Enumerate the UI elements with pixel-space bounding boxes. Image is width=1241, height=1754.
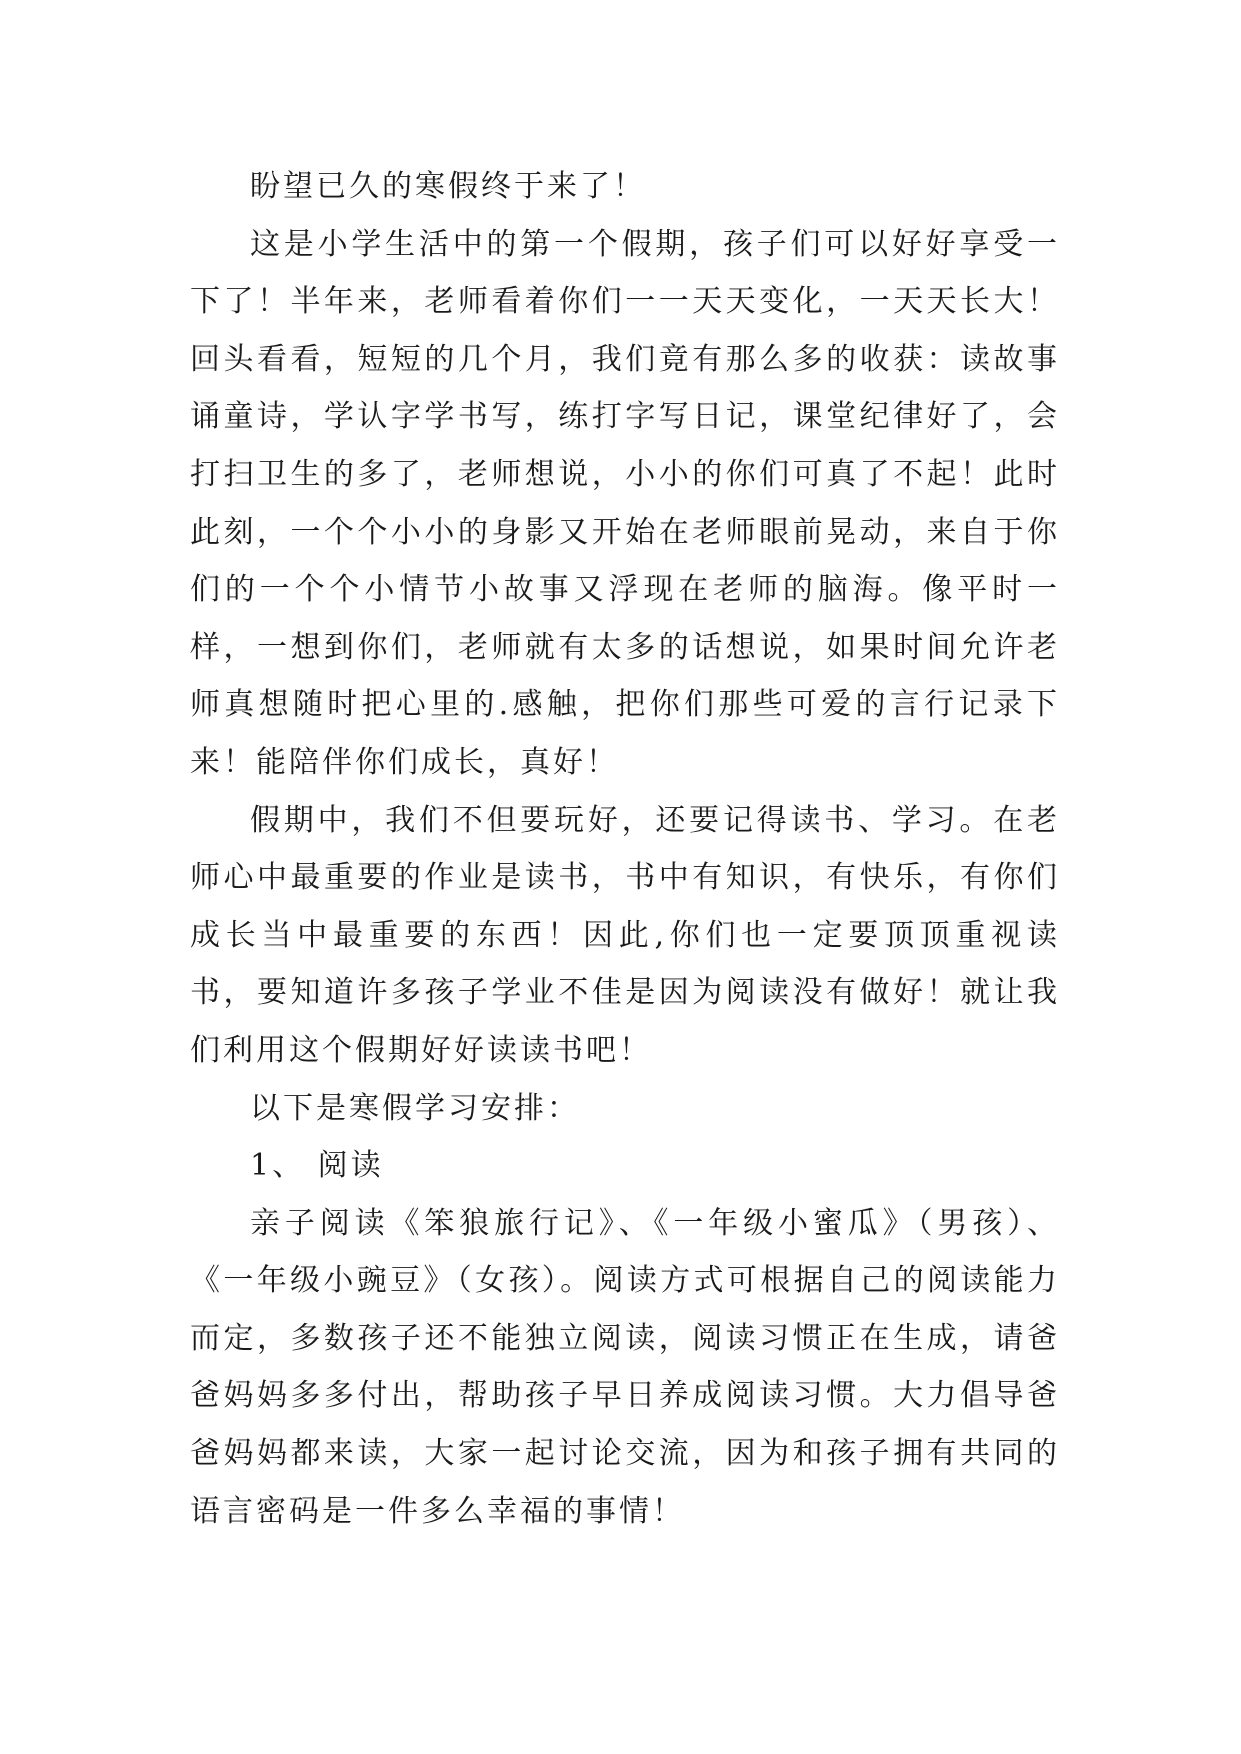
paragraph-greeting: 盼望已久的寒假终于来了！ bbox=[250, 169, 646, 204]
paragraph-schedule-intro: 以下是寒假学习安排： bbox=[250, 1090, 580, 1126]
section-heading-reading: 1、 阅读 bbox=[250, 1148, 384, 1184]
document-body bbox=[190, 158, 1060, 1540]
paragraph-reflection: 这是小学生活中的第一个假期，孩子们可以好好享受一下了！半年来，老师看着你们一一天天变化，一天天长大！回头看看，短短的几个月，我们竟有那么多的收获：读故事诵童诗，学认字学书写，练打字写日记，课堂纪律好了，会打扫卫生的多了，老师想说，小小的你们可真了不起！此时此刻，一个个小小的身影又开始在老师眼前晃动，来自于你们的一个个小情节小故事又浮现在老师的脑海。像平时一样，一想到你们，老师就有太多的话想说，如果时间允许老师真想随时把心里的.感触，把你们那些可爱的言行记录下来！能陪伴你们成长，真好！ bbox=[190, 226, 1060, 780]
paragraph-reading-details: 亲子阅读《笨狼旅行记》、《一年级小蜜瓜》（男孩）、《一年级小豌豆》（女孩）。阅读方式可根据自己的阅读能力而定，多数孩子还不能独立阅读，阅读习惯正在生成，请爸爸妈妈多多付出，帮助孩子早日养成阅读习惯。大力倡导爸爸妈妈都来读，大家一起讨论交流，因为和孩子拥有共同的语言密码是一件多么幸福的事情！ bbox=[190, 1205, 1060, 1529]
paragraph-reading-importance: 假期中，我们不但要玩好，还要记得读书、学习。在老师心中最重要的作业是读书，书中有知识，有快乐，有你们成长当中最重要的东西！因此,你们也一定要顶顶重视读书，要知道许多孩子学业不佳是因为阅读没有做好！就让我们利用这个假期好好读读书吧！ bbox=[190, 802, 1060, 1068]
